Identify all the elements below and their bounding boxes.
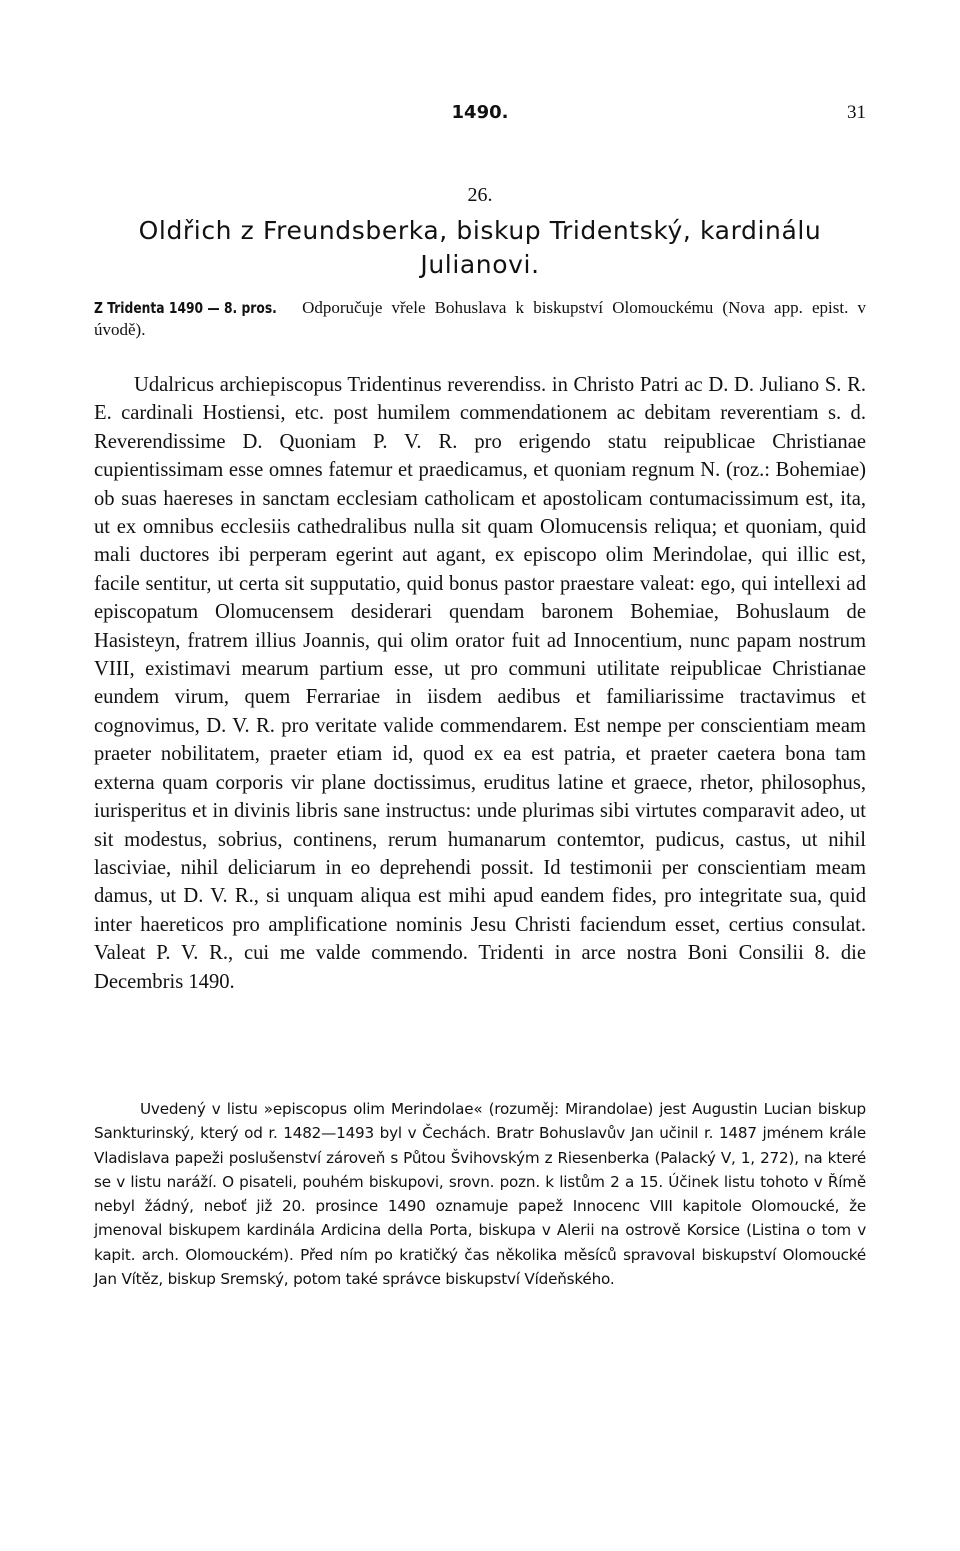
letter-text: Udalricus archiepiscopus Tridentinus reverendiss. in Christo Patri ac D. D. Juliano S. R. E. cardinali Hostiensi, etc. post humilem commendationem ac debitam reverentiam s. d. Reverendissime D. Quoniam P. V. R. pro erigendo statu reipublicae Christianae cupientissimam esse omnes fatemur et praedicamus, et quoniam regnum N. (roz.: Bohemiae) ob suas haereses in sanctam ecclesiam catholicam et apostolicam contumacissimum est, ita, ut ex omnibus ecclesiis cathedralibus nulla sit quam Olomucensis reliqua; et quoniam, quid mali ductores ibi perperam egerint aut agant, ex episcopo olim Merindolae, qui illic est, facile sentitur, ut certa sit supputatio, quid bonus pastor praestare valeat: ego, qui intellexi ad episcopatum Olomucensem desiderari quendam baronem Bohemiae, Bohuslaum de Hasisteyn, fratrem illius Joannis, qui olim orator fuit ad Innocentium, nunc papam nostrum VIII, existimavi mearum partium esse, ut pro communi utilitate reipublicae Christianae eundem virum, quem Ferrariae in iisdem aedibus et familiarissime tractavimus et cognovimus, D. V. R. pro veritate valide commendarem. Est nempe per conscientiam meam praeter nobilitatem, praeter etiam id, quod ex ea est patria, et praeter caetera bona tam externa quam corporis vir plane doctissimus, eruditus latine et graece, rhetor, philosophus, iurisperitus et in divinis libris sane instructus: unde plurimas sibi virtutes comparavit adeo, ut sit modestus, sobrius, continens, rerum humanarum contemtor, pudicus, castus, ut nihil lasciviae, nihil deliciarum in eo deprehendi possit. Id testimonii per conscientiam meam damus, ut D. V. R., si unquam aliqua est mihi apud eandem fides, pro integritate sua, quid inter haereticos pro amplificatione nominis Jesu Christi faciendum esset, certius consulat. Valeat P. V. R., cui me valde commendo. Tridenti in arce nostra Boni Consilii 8. die Decembris 1490. (94, 374, 866, 993)
place-date: Z Tridenta 1490 — 8. pros. (94, 299, 277, 317)
running-head (94, 102, 866, 132)
document-title: Oldřich z Freundsberka, biskup Tridentský, kardinálu Julianovi. (138, 216, 822, 279)
editorial-note: Uvedený v listu »episcopus olim Merindolae« (rozuměj: Mirandolae) jest Augustin Lucian biskup Sankturinský, který od r. 1482—1493 byl v Čechách. Bratr Bohuslavův Jan učinil r. 1487 jménem krále Vladislava papeži poslušenství zároveň s Půtou Švihovským z Riesenberka (Palacký V, 1, 272), na které se v listu naráží. O pisateli, pouhém biskupovi, srovn. pozn. k listům 2 a 15. Účinek listu tohoto v Římě nebyl žádný, neboť již 20. prosince 1490 oznamuje papež Innocenc VIII kapitole Olomoucké, že jmenoval biskupem kardinála Ardicina della Porta, biskupa v Alerii na ostrově Korsice (Listina o tom v kapit. arch. Olomouckém). Před ním po kratičký čas několika měsíců spravoval biskupství Olomoucké Jan Vítěz, biskup Sremský, potom také správce biskupství Vídeňského. (94, 1100, 866, 1289)
document-regest (94, 297, 866, 340)
page-number: 31 (847, 102, 866, 123)
regest-summary: Odporučuje vřele Bohuslava k biskupství Olomouckému (Nova app. epist. v úvodě). (94, 298, 867, 339)
document-number: 26. (467, 184, 493, 206)
running-head-year: 1490. (451, 102, 509, 123)
